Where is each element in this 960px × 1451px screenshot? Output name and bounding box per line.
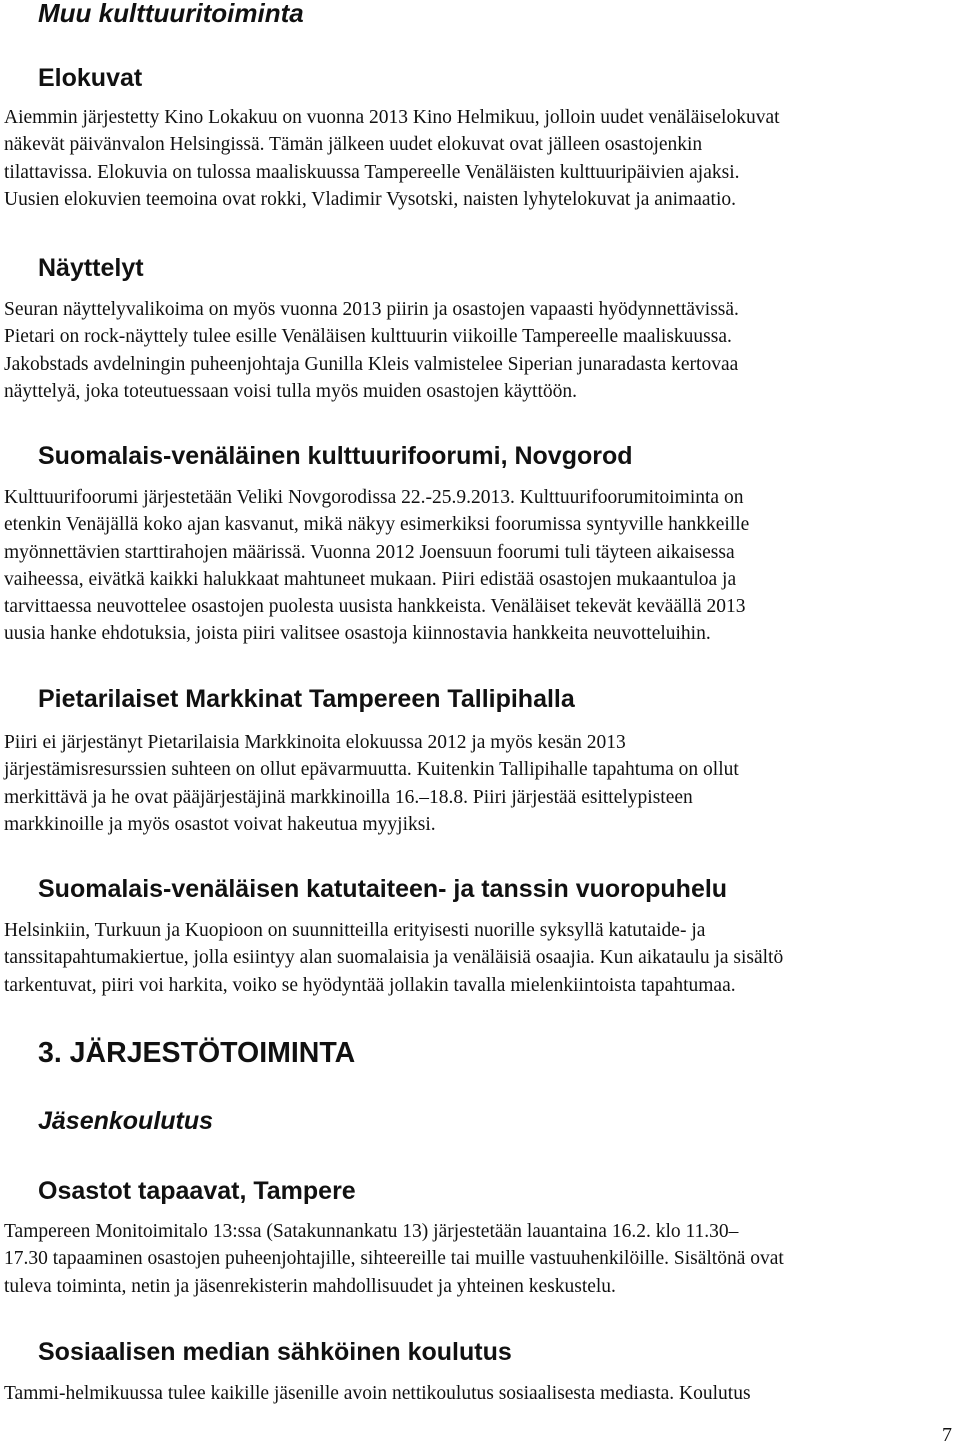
text-line: Tammi-helmikuussa tulee kaikille jäsenille avoin nettikoulutus sosiaalisesta mediasta. Koulutus <box>4 1383 751 1404</box>
text-line: tilattavissa. Elokuvia on tulossa maaliskuussa Tampereelle Venäläisten kulttuuripäivien ajaksi. <box>4 161 740 183</box>
text-line: näyttelyä, joka toteutuessaan voisi tulla myös muiden osastojen käyttöön. <box>4 380 577 402</box>
text-line: 17.30 tapaaminen osastojen puheenjohtajille, sihteereille tai muille vastuuhenkilöille. Sisältönä ovat <box>4 1248 784 1270</box>
page-number: 7 <box>942 1424 952 1446</box>
text-line: tanssitapahtumakiertue, jolla esiintyy alan suomalaisia ja venäläisiä osaajia. Kun aikataulu ja sisältö <box>4 947 784 969</box>
text-line: tarvittaessa neuvottelee osastojen puolesta uusista hankkeista. Venäläiset tekevät keväällä 2013 <box>4 596 746 618</box>
text-line: markkinoille ja myös osastot voivat hakeutua myyjiksi. <box>4 813 436 835</box>
text-line: järjestämisresurssien suhteen on ollut epävarmuutta. Kuitenkin Tallipihalle tapahtuma on ollut <box>4 759 739 781</box>
chapter-heading: 3. JÄRJESTÖTOIMINTA <box>38 1037 356 1069</box>
heading-nayttelyt: Näyttelyt <box>38 254 144 282</box>
heading-elokuvat: Elokuvat <box>38 64 143 92</box>
paragraph-nayttelyt <box>4 296 956 405</box>
heading-osastot: Osastot tapaavat, Tampere <box>38 1177 356 1205</box>
heading-foorumi: Suomalais-venäläinen kulttuurifoorumi, Novgorod <box>38 442 633 470</box>
text-line: etenkin Venäjällä koko ajan kasvanut, mikä näkyy esimerkiksi foorumissa syntyville hankkeille <box>4 514 750 536</box>
heading-some: Sosiaalisen median sähköinen koulutus <box>38 1338 512 1366</box>
paragraph-elokuvat <box>4 104 956 213</box>
text-line: tuleva toiminta, netin ja jäsenrekisterin mahdollisuudet ja yhteinen keskustelu. <box>4 1275 616 1297</box>
text-line: Seuran näyttelyvalikoima on myös vuonna 2013 piirin ja osastojen vapaasti hyödynnettävissä. <box>4 299 739 320</box>
text-line: Pietari on rock-näyttely tulee esille Venäläisen kulttuurin viikoille Tampereelle maaliskuussa. <box>4 326 732 348</box>
text-line: Uusien elokuvien teemoina ovat rokki, Vladimir Vysotski, naisten lyhytelokuvat ja animaatio. <box>4 188 737 210</box>
text-line: uusia hanke ehdotuksia, joista piiri valitsee osastoja kiinnostavia hankkeita neuvotteluihin. <box>4 623 711 645</box>
paragraph-osastot <box>4 1218 956 1300</box>
text-line: merkittävä ja he ovat pääjärjestäjinä markkinoilla 16.–18.8. Piiri järjestää esittelypisteen <box>4 786 693 808</box>
text-line: Kulttuurifoorumi järjestetään Veliki Novgorodissa 22.-25.9.2013. Kulttuurifoorumitoiminta on <box>4 487 744 508</box>
text-line: tarkentuvat, piiri voi harkita, voiko se hyödyntää jollakin tavalla mielenkiintoista tapahtumaa. <box>4 974 736 996</box>
text-line: Aiemmin järjestetty Kino Lokakuu on vuonna 2013 Kino Helmikuu, jolloin uudet venäläiselokuvat <box>4 107 780 128</box>
section-title: Muu kulttuuritoiminta <box>38 0 304 28</box>
text-line: vaiheessa, eivätkä kaikki halukkaat mahtuneet mukaan. Piiri edistää osastojen mukaantuloa ja <box>4 568 737 590</box>
text-line: näkevät päivänvalon Helsingissä. Tämän jälkeen uudet elokuvat ovat jälleen osastojenkin <box>4 134 703 156</box>
heading-markkinat: Pietarilaiset Markkinat Tampereen Tallipihalla <box>38 685 575 713</box>
text-line: myönnettävien starttirahojen määrissä. Vuonna 2012 Joensuun foorumi tuli täyteen aikaisessa <box>4 541 735 563</box>
paragraph-markkinat <box>4 729 956 838</box>
heading-katutaide: Suomalais-venäläisen katutaiteen- ja tanssin vuoropuhelu <box>38 875 728 903</box>
paragraph-some <box>4 1380 956 1407</box>
text-line: Helsinkiin, Turkuun ja Kuopioon on suunnitteilla erityisesti nuorille syksyllä katutaide- ja <box>4 920 706 941</box>
paragraph-katutaide <box>4 917 956 999</box>
paragraph-foorumi <box>4 484 956 648</box>
heading-jasenkoulutus: Jäsenkoulutus <box>38 1107 214 1135</box>
text-line: Jakobstads avdelningin puheenjohtaja Gunilla Kleis valmistelee Siperian junaradasta kertovaa <box>4 353 739 375</box>
text-line: Piiri ei järjestänyt Pietarilaisia Markkinoita elokuussa 2012 ja myös kesän 2013 <box>4 732 626 753</box>
text-line: Tampereen Monitoimitalo 13:ssa (Satakunnankatu 13) järjestetään lauantaina 16.2. klo 11.30– <box>4 1221 739 1242</box>
